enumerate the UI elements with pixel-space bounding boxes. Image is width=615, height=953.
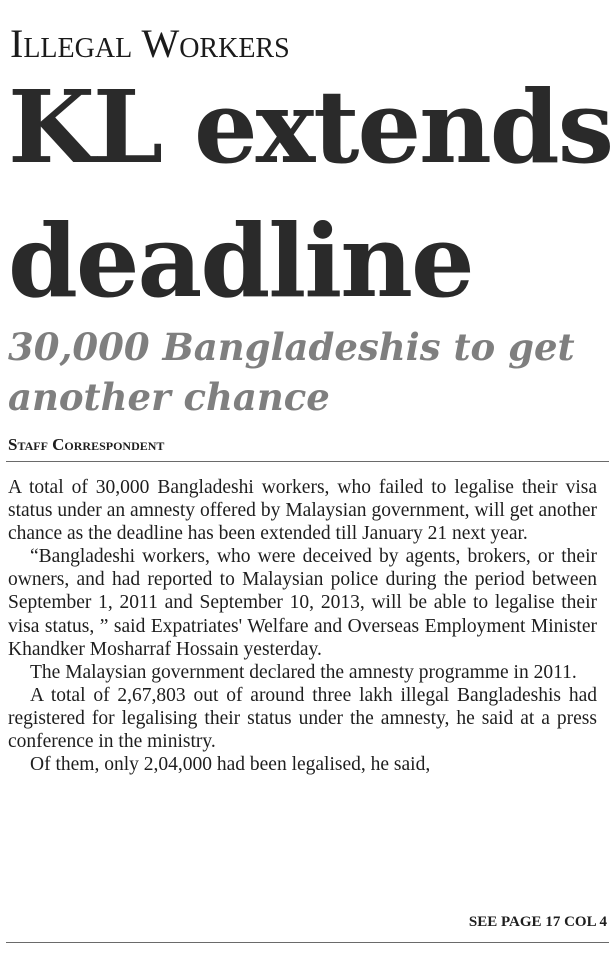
body-paragraph-4: A total of 2,67,803 out of around three lakh illegal Bangladeshis had registered for legalising their status under the amnesty, he said at a press conference in the ministry.	[8, 684, 597, 753]
article-body	[8, 476, 597, 776]
article-kicker: Illegal Workers	[10, 21, 290, 66]
article-deck: 30,000 Bangladeshis to get another chance	[8, 325, 575, 419]
headline-line-2: deadline	[8, 202, 473, 320]
headline-line-1: KL extends	[8, 68, 613, 186]
body-paragraph-2: “Bangladeshi workers, who were deceived by agents, brokers, or their owners, and had reported to Malaysian police during the period between September 1, 2011 and September 10, 2013, will be able to legalise their visa status, ” said Expatriates' Welfare and Overseas Employment Minister Khandker Mosharraf Hossain yesterday.	[8, 546, 597, 660]
body-paragraph-5: Of them, only 2,04,000 had been legalised, he said,	[30, 754, 431, 776]
body-paragraph-3: The Malaysian government declared the amnesty programme in 2011.	[30, 661, 577, 683]
body-paragraph-1: A total of 30,000 Bangladeshi workers, who failed to legalise their visa status under an amnesty offered by Malaysian government, will get another chance as the deadline has been extended till January 21 next year.	[8, 477, 597, 545]
byline-divider	[6, 461, 609, 462]
bottom-divider	[6, 942, 609, 943]
continuation-jump-line: SEE PAGE 17 COL 4	[468, 914, 607, 930]
article-byline: Staff Correspondent	[8, 435, 165, 454]
